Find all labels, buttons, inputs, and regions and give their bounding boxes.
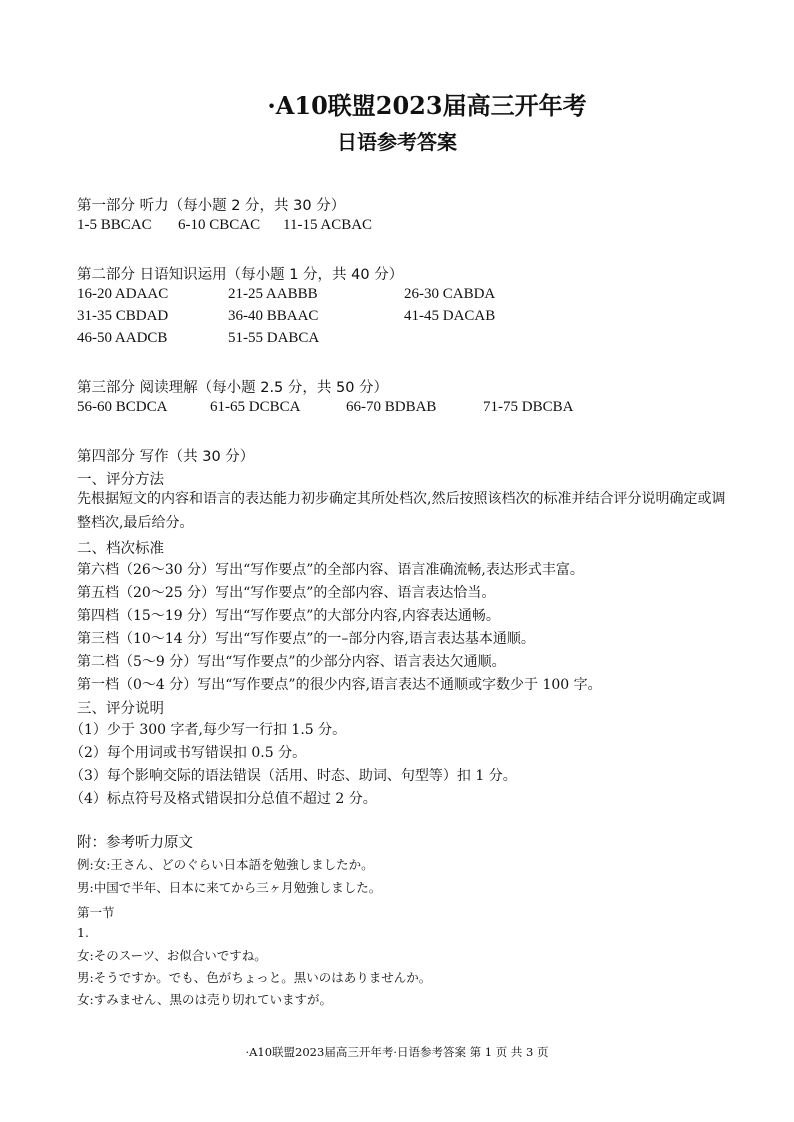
- level-1: 第一档（0～4 分）写出“写作要点”的很少内容,语言表达不通顺或字数少于 100 字。: [77, 677, 602, 693]
- part3-answer-3: 66-70 BDBAB: [346, 399, 437, 415]
- dialogue-line-1: 女:そのスーツ、お似合いですね。: [77, 948, 267, 963]
- scoring-method-text: 先根据短文的内容和语言的表达能力初步确定其所处档次,然后按照该档次的标准并结合评分说明确定或调整档次,最后给分。: [77, 491, 726, 531]
- part1-heading: 第一部分 听力（每小题 2 分，共 30 分）: [77, 198, 346, 214]
- level-2: 第二档（5～9 分）写出“写作要点”的少部分内容、语言表达欠通顺。: [77, 654, 506, 670]
- part2-answer-2: 21-25 AABBB: [228, 286, 318, 302]
- part2-answer-5: 36-40 BBAAC: [228, 308, 319, 324]
- part1-answer-3: 11-15 ACBAC: [283, 217, 373, 233]
- part3-answer-2: 61-65 DCBCA: [210, 399, 301, 415]
- exam-subtitle: 日语参考答案: [337, 130, 457, 154]
- part2-answer-1: 16-20 ADAAC: [77, 286, 169, 302]
- appendix-heading: 附：参考听力原文: [77, 835, 193, 851]
- scoring-method-heading: 一、评分方法: [77, 472, 164, 488]
- example-line-1: 例:女:王さん、どのぐらい日本語を勉強しましたか。: [77, 857, 374, 872]
- dialogue-line-2: 男:そうですか。でも、色がちょっと。黒いのはありませんか。: [77, 970, 432, 985]
- part2-answer-3: 26-30 CABDA: [404, 286, 496, 302]
- part2-answer-4: 31-35 CBDAD: [77, 308, 169, 324]
- level-4: 第四档（15～19 分）写出“写作要点”的大部分内容,内容表达通畅。: [77, 608, 500, 624]
- level-5: 第五档（20～25 分）写出“写作要点”的全部内容、语言表达恰当。: [77, 585, 496, 601]
- part2-answer-8: 51-55 DABCA: [228, 330, 320, 346]
- level-6: 第六档（26～30 分）写出“写作要点”的全部内容、语言准确流畅,表达形式丰富。: [77, 562, 584, 578]
- page-footer: ·A10联盟2023届高三开年考·日语参考答案 第 1 页 共 3 页: [245, 1045, 549, 1059]
- part3-heading: 第三部分 阅读理解（每小题 2.5 分，共 50 分）: [77, 380, 389, 396]
- part3-answer-4: 71-75 DBCBA: [483, 399, 574, 415]
- level-3: 第三档（10～14 分）写出“写作要点”的一–部分内容,语言表达基本通顺。: [77, 631, 535, 647]
- part1-answer-1: 1-5 BBCAC: [77, 217, 152, 233]
- part2-heading: 第二部分 日语知识运用（每小题 1 分，共 40 分）: [77, 267, 404, 283]
- part3-answer-1: 56-60 BCDCA: [77, 399, 168, 415]
- part4-heading: 第四部分 写作（共 30 分）: [77, 449, 255, 465]
- item-number: 1.: [77, 925, 89, 940]
- part1-answer-2: 6-10 CBCAC: [178, 217, 261, 233]
- note-2: （2）每个用词或书写错误扣 0.5 分。: [70, 745, 307, 761]
- dialogue-line-3: 女:すみません、黒のは売り切れていますが。: [77, 992, 332, 1007]
- section-label: 第一节: [77, 905, 115, 920]
- part2-answer-7: 46-50 AADCB: [77, 330, 168, 346]
- note-3: （3）每个影响交际的语法错误（活用、时态、助词、句型等）扣 1 分。: [70, 768, 517, 784]
- levels-heading: 二、档次标准: [77, 541, 164, 557]
- exam-title: ·A10联盟2023届高三开年考: [267, 91, 587, 120]
- note-4: （4）标点符号及格式错误扣分总值不超过 2 分。: [70, 791, 377, 807]
- part2-answer-6: 41-45 DACAB: [404, 308, 496, 324]
- note-1: （1）少于 300 字者,每少写一行扣 1.5 分。: [70, 722, 347, 738]
- notes-heading: 三、评分说明: [77, 701, 164, 717]
- example-line-2: 男:中国で半年、日本に来てから三ヶ月勉強しました。: [77, 880, 382, 895]
